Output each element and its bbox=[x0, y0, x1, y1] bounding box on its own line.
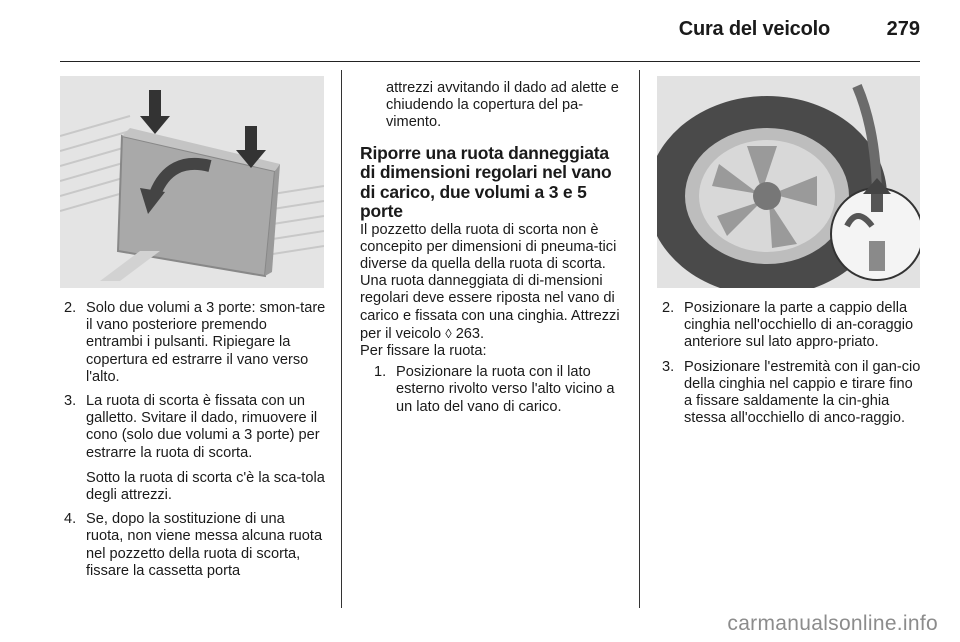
right-column bbox=[658, 300, 924, 434]
list-item-note: Sotto la ruota di scorta c'è la sca-tola degli attrezzi. bbox=[86, 469, 325, 504]
left-column bbox=[60, 300, 326, 587]
page-reference-link[interactable]: 263. bbox=[455, 325, 485, 342]
continued-text: attrezzi avvitando il dado ad alette e chiudendo la copertura del pa-vimento. bbox=[386, 80, 619, 131]
column-divider bbox=[341, 70, 342, 608]
list-item: 3. Posizionare l'estremità con il gan-cio della cinghia nel cappio e tirare fino a fissare saldamente la cin-ghia stessa all'occhiello di anco-raggio. bbox=[662, 358, 921, 427]
list-item: 3. La ruota di scorta è fissata con un galletto. Svitare il dado, rimuovere il cono (solo due volumi a 3 porte) per estrarre la ruota di scorta. Sotto la ruota di scorta c'è la sca-tola degli attrezzi. bbox=[64, 393, 325, 504]
right-steps-list bbox=[658, 300, 924, 427]
body-paragraph: Per fissare la ruota: bbox=[360, 343, 487, 360]
watermark: carmanualsonline.info bbox=[727, 612, 938, 635]
list-item: 2. Solo due volumi a 3 porte: smon-tare il vano posteriore premendo entrambi i pulsanti. Ripiegare la copertura ed estrarre il vano verso l'alto. bbox=[64, 300, 326, 385]
spare-wheel-strap-icon bbox=[657, 76, 920, 288]
spare-wheel-figure bbox=[657, 76, 920, 288]
middle-steps-list bbox=[360, 364, 626, 416]
section-title: Cura del veicolo bbox=[678, 18, 830, 40]
list-item: 2. Posizionare la parte a cappio della cinghia nell'occhiello di an-coraggio anteriore sul lato appro-priato. bbox=[662, 300, 914, 351]
list-item: 1. Posizionare la ruota con il lato esterno rivolto verso l'alto vicino a un lato del vano di carico. bbox=[374, 364, 615, 415]
page-header bbox=[60, 0, 920, 62]
body-paragraph: Il pozzetto della ruota di scorta non è concepito per dimensioni di pneuma-tici diverse da quella della ruota di scorta. Una ruota danneggiata di di-mensioni regolari deve essere riposta nel vano di carico e fissata con una cinghia. Attrezzi per il veicolo ◊ 263. bbox=[360, 221, 620, 342]
left-steps-list bbox=[60, 300, 326, 580]
middle-column bbox=[360, 80, 626, 423]
column-divider bbox=[639, 70, 640, 608]
page-number: 279 bbox=[886, 18, 920, 40]
page-reference-icon: ◊ bbox=[445, 325, 452, 341]
section-heading: Riporre una ruota danneggiata di dimensioni regolari nel vano di carico, due volumi a 3 e 5 porte bbox=[360, 142, 612, 222]
panel-removal-figure bbox=[60, 76, 324, 288]
arrows-press-panel-icon bbox=[60, 76, 324, 288]
list-item: 4. Se, dopo la sostituzione di una ruota, non viene messa alcuna ruota nel pozzetto della ruota di scorta, fissare la cassetta porta bbox=[64, 511, 323, 579]
